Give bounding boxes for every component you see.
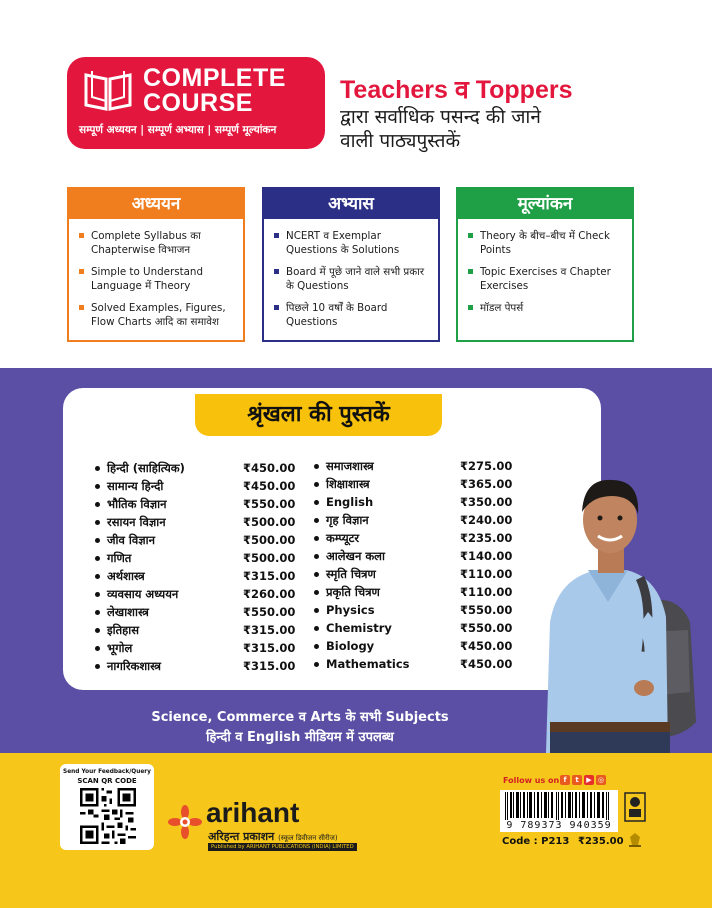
feature-item: Board में पूछे जाने वाले सभी प्रकार के Questions [274, 265, 430, 293]
book-row [95, 567, 295, 585]
book-row [314, 475, 514, 493]
book-row [314, 655, 514, 673]
feature-box-title: मूल्यांकन [458, 189, 632, 219]
book-name: स्मृति चित्रण [326, 567, 376, 581]
book-name: शिक्षाशास्त्र [326, 477, 370, 491]
book-price: ₹315.00 [243, 623, 296, 637]
bullet-icon [95, 556, 100, 561]
complete-course-logo [67, 57, 325, 149]
book-name: Physics [326, 603, 375, 617]
product-code: Code : P213 [502, 836, 570, 847]
feature-item: Simple to Understand Language में Theory [79, 265, 235, 293]
feature-box-title: अध्ययन [69, 189, 243, 219]
isbn-barcode [500, 790, 618, 832]
book-row [95, 549, 295, 567]
feature-item: Complete Syllabus का Chapterwise विभाजन [79, 229, 235, 257]
bullet-icon [95, 466, 100, 471]
open-book-icon [83, 67, 133, 111]
availability-line1: Science, Commerce व Arts के सभी Subjects [151, 710, 449, 725]
headline-line2: वाली पाठ्यपुस्तकें [340, 130, 461, 152]
book-price: ₹500.00 [243, 515, 296, 529]
book-name: जीव विज्ञान [107, 533, 156, 547]
book-price: ₹315.00 [243, 659, 296, 673]
book-row [314, 529, 514, 547]
book-name: समाजशास्त्र [326, 459, 374, 473]
bullet-icon [95, 520, 100, 525]
barcode-number: 9 789373 940359 [506, 820, 612, 831]
book-price: ₹500.00 [243, 533, 296, 547]
book-price: ₹450.00 [460, 657, 513, 671]
book-name: English [326, 495, 374, 509]
bullet-icon [314, 662, 319, 667]
book-price: ₹550.00 [460, 621, 513, 635]
youtube-icon[interactable]: ▶ [584, 775, 594, 785]
book-name: इतिहास [107, 623, 140, 637]
book-row [95, 495, 295, 513]
book-name: प्रकृति चित्रण [326, 585, 380, 599]
book-price: ₹550.00 [460, 603, 513, 617]
headline-line1: द्वारा सर्वाधिक पसन्द की जाने [340, 106, 541, 128]
book-name: भूगोल [107, 641, 133, 655]
qr-code-icon[interactable] [80, 788, 136, 844]
feature-box-study [67, 187, 245, 342]
book-row [95, 585, 295, 603]
bullet-icon [95, 484, 100, 489]
bullet-icon [95, 610, 100, 615]
book-price: ₹350.00 [460, 495, 513, 509]
book-name: व्यवसाय अध्ययन [107, 587, 179, 601]
book-row [95, 621, 295, 639]
bullet-icon [314, 500, 319, 505]
book-row [314, 637, 514, 655]
publisher-hindi-name [208, 829, 338, 844]
bullet-icon [95, 574, 100, 579]
barcode-icon [503, 792, 615, 820]
bullet-icon [314, 572, 319, 577]
book-price: ₹240.00 [460, 513, 513, 527]
book-price: ₹275.00 [460, 459, 513, 473]
book-price: ₹315.00 [243, 569, 296, 583]
feature-item: मॉडल पेपर्स [468, 301, 624, 315]
availability-line2: हिन्दी व English मीडियम में उपलब्ध [206, 730, 394, 745]
series-title: श्रृंखला की पुस्तकें [195, 394, 442, 436]
book-name: Chemistry [326, 621, 392, 635]
feature-item: NCERT व Exemplar Questions के Solutions [274, 229, 430, 257]
book-price: ₹550.00 [243, 605, 296, 619]
feature-item: Topic Exercises व Chapter Exercises [468, 265, 624, 293]
book-price: ₹140.00 [460, 549, 513, 563]
published-by: Published by ARIHANT PUBLICATIONS (INDIA) LIMITED [208, 843, 357, 851]
emblem-icon [626, 832, 644, 848]
book-price: ₹450.00 [243, 461, 296, 475]
book-name: Mathematics [326, 657, 410, 671]
book-name: नागरिकशास्त्र [107, 659, 161, 673]
publisher-hindi-main: अरिहन्त प्रकाशन [208, 830, 275, 843]
book-cover-price: ₹235.00 [578, 836, 624, 847]
feature-item: पिछले 10 वर्षों के Board Questions [274, 301, 430, 329]
bullet-icon [314, 554, 319, 559]
book-row [95, 657, 295, 675]
bullet-icon [95, 538, 100, 543]
book-name: Biology [326, 639, 375, 653]
book-row [95, 513, 295, 531]
book-name: कम्प्यूटर [326, 531, 360, 545]
bullet-icon [314, 464, 319, 469]
book-name: सामान्य हिन्दी [107, 479, 164, 493]
bullet-icon [314, 608, 319, 613]
book-row [314, 619, 514, 637]
bullet-icon [314, 482, 319, 487]
bullet-icon [95, 646, 100, 651]
qr-card[interactable] [60, 764, 154, 850]
book-name: गृह विज्ञान [326, 513, 369, 527]
logo-title-line2: COURSE [143, 89, 253, 117]
instagram-icon[interactable]: ◎ [597, 776, 605, 784]
book-row [314, 547, 514, 565]
book-row [95, 531, 295, 549]
headline-title: Teachers व Toppers [340, 76, 573, 104]
book-price: ₹365.00 [460, 477, 513, 491]
bullet-icon [95, 664, 100, 669]
book-name: अर्थशास्त्र [107, 569, 145, 583]
facebook-icon[interactable]: f [560, 775, 570, 785]
book-row [314, 601, 514, 619]
student-photo [528, 452, 712, 753]
book-row [314, 457, 514, 475]
book-price: ₹110.00 [460, 567, 513, 581]
arihant-flower-logo-icon [168, 805, 202, 839]
book-row [314, 583, 514, 601]
book-price: ₹500.00 [243, 551, 296, 565]
bullet-icon [314, 644, 319, 649]
book-price: ₹235.00 [460, 531, 513, 545]
feature-item: Solved Examples, Figures, Flow Charts आदि का समावेश [79, 301, 235, 329]
book-row [314, 511, 514, 529]
qr-caption: Send Your Feedback/Query [63, 769, 151, 775]
book-list-left [95, 459, 295, 675]
bullet-icon [314, 626, 319, 631]
logo-title-line1: COMPLETE [143, 64, 286, 92]
bullet-icon [95, 502, 100, 507]
book-row [95, 459, 295, 477]
book-price: ₹550.00 [243, 497, 296, 511]
bullet-icon [95, 628, 100, 633]
qr-scan-label: SCAN QR CODE [77, 777, 137, 785]
book-price: ₹450.00 [243, 479, 296, 493]
bullet-icon [95, 592, 100, 597]
certification-seal-icon [624, 792, 646, 822]
book-name: आलेखन कला [326, 549, 385, 563]
book-row [95, 603, 295, 621]
book-name: हिन्दी (साहित्यिक) [107, 461, 185, 475]
publisher-division: (स्कूल डिवीजन सीरीज) [278, 834, 338, 842]
book-name: भौतिक विज्ञान [107, 497, 167, 511]
book-row [95, 639, 295, 657]
bullet-icon [314, 590, 319, 595]
feature-box-title: अभ्यास [264, 189, 438, 219]
logo-tagline: सम्पूर्ण अध्ययन | सम्पूर्ण अभ्यास | सम्पूर्ण मूल्यांकन [79, 124, 277, 136]
book-name: गणित [107, 551, 132, 565]
book-price: ₹110.00 [460, 585, 513, 599]
book-name: लेखाशास्त्र [107, 605, 149, 619]
book-name: रसायन विज्ञान [107, 515, 166, 529]
feature-box-evaluation [456, 187, 634, 342]
publisher-name: arihant [206, 797, 300, 828]
book-price: ₹315.00 [243, 641, 296, 655]
follow-us-label: Follow us on [503, 776, 560, 785]
feature-item: Theory के बीच–बीच में Check Points [468, 229, 624, 257]
bullet-icon [314, 518, 319, 523]
book-price: ₹450.00 [460, 639, 513, 653]
book-row [314, 565, 514, 583]
book-row [95, 477, 295, 495]
twitter-icon[interactable]: t [572, 775, 582, 785]
bullet-icon [314, 536, 319, 541]
book-row [314, 493, 514, 511]
feature-box-practice [262, 187, 440, 342]
book-price: ₹260.00 [243, 587, 296, 601]
book-list-right [314, 457, 514, 673]
